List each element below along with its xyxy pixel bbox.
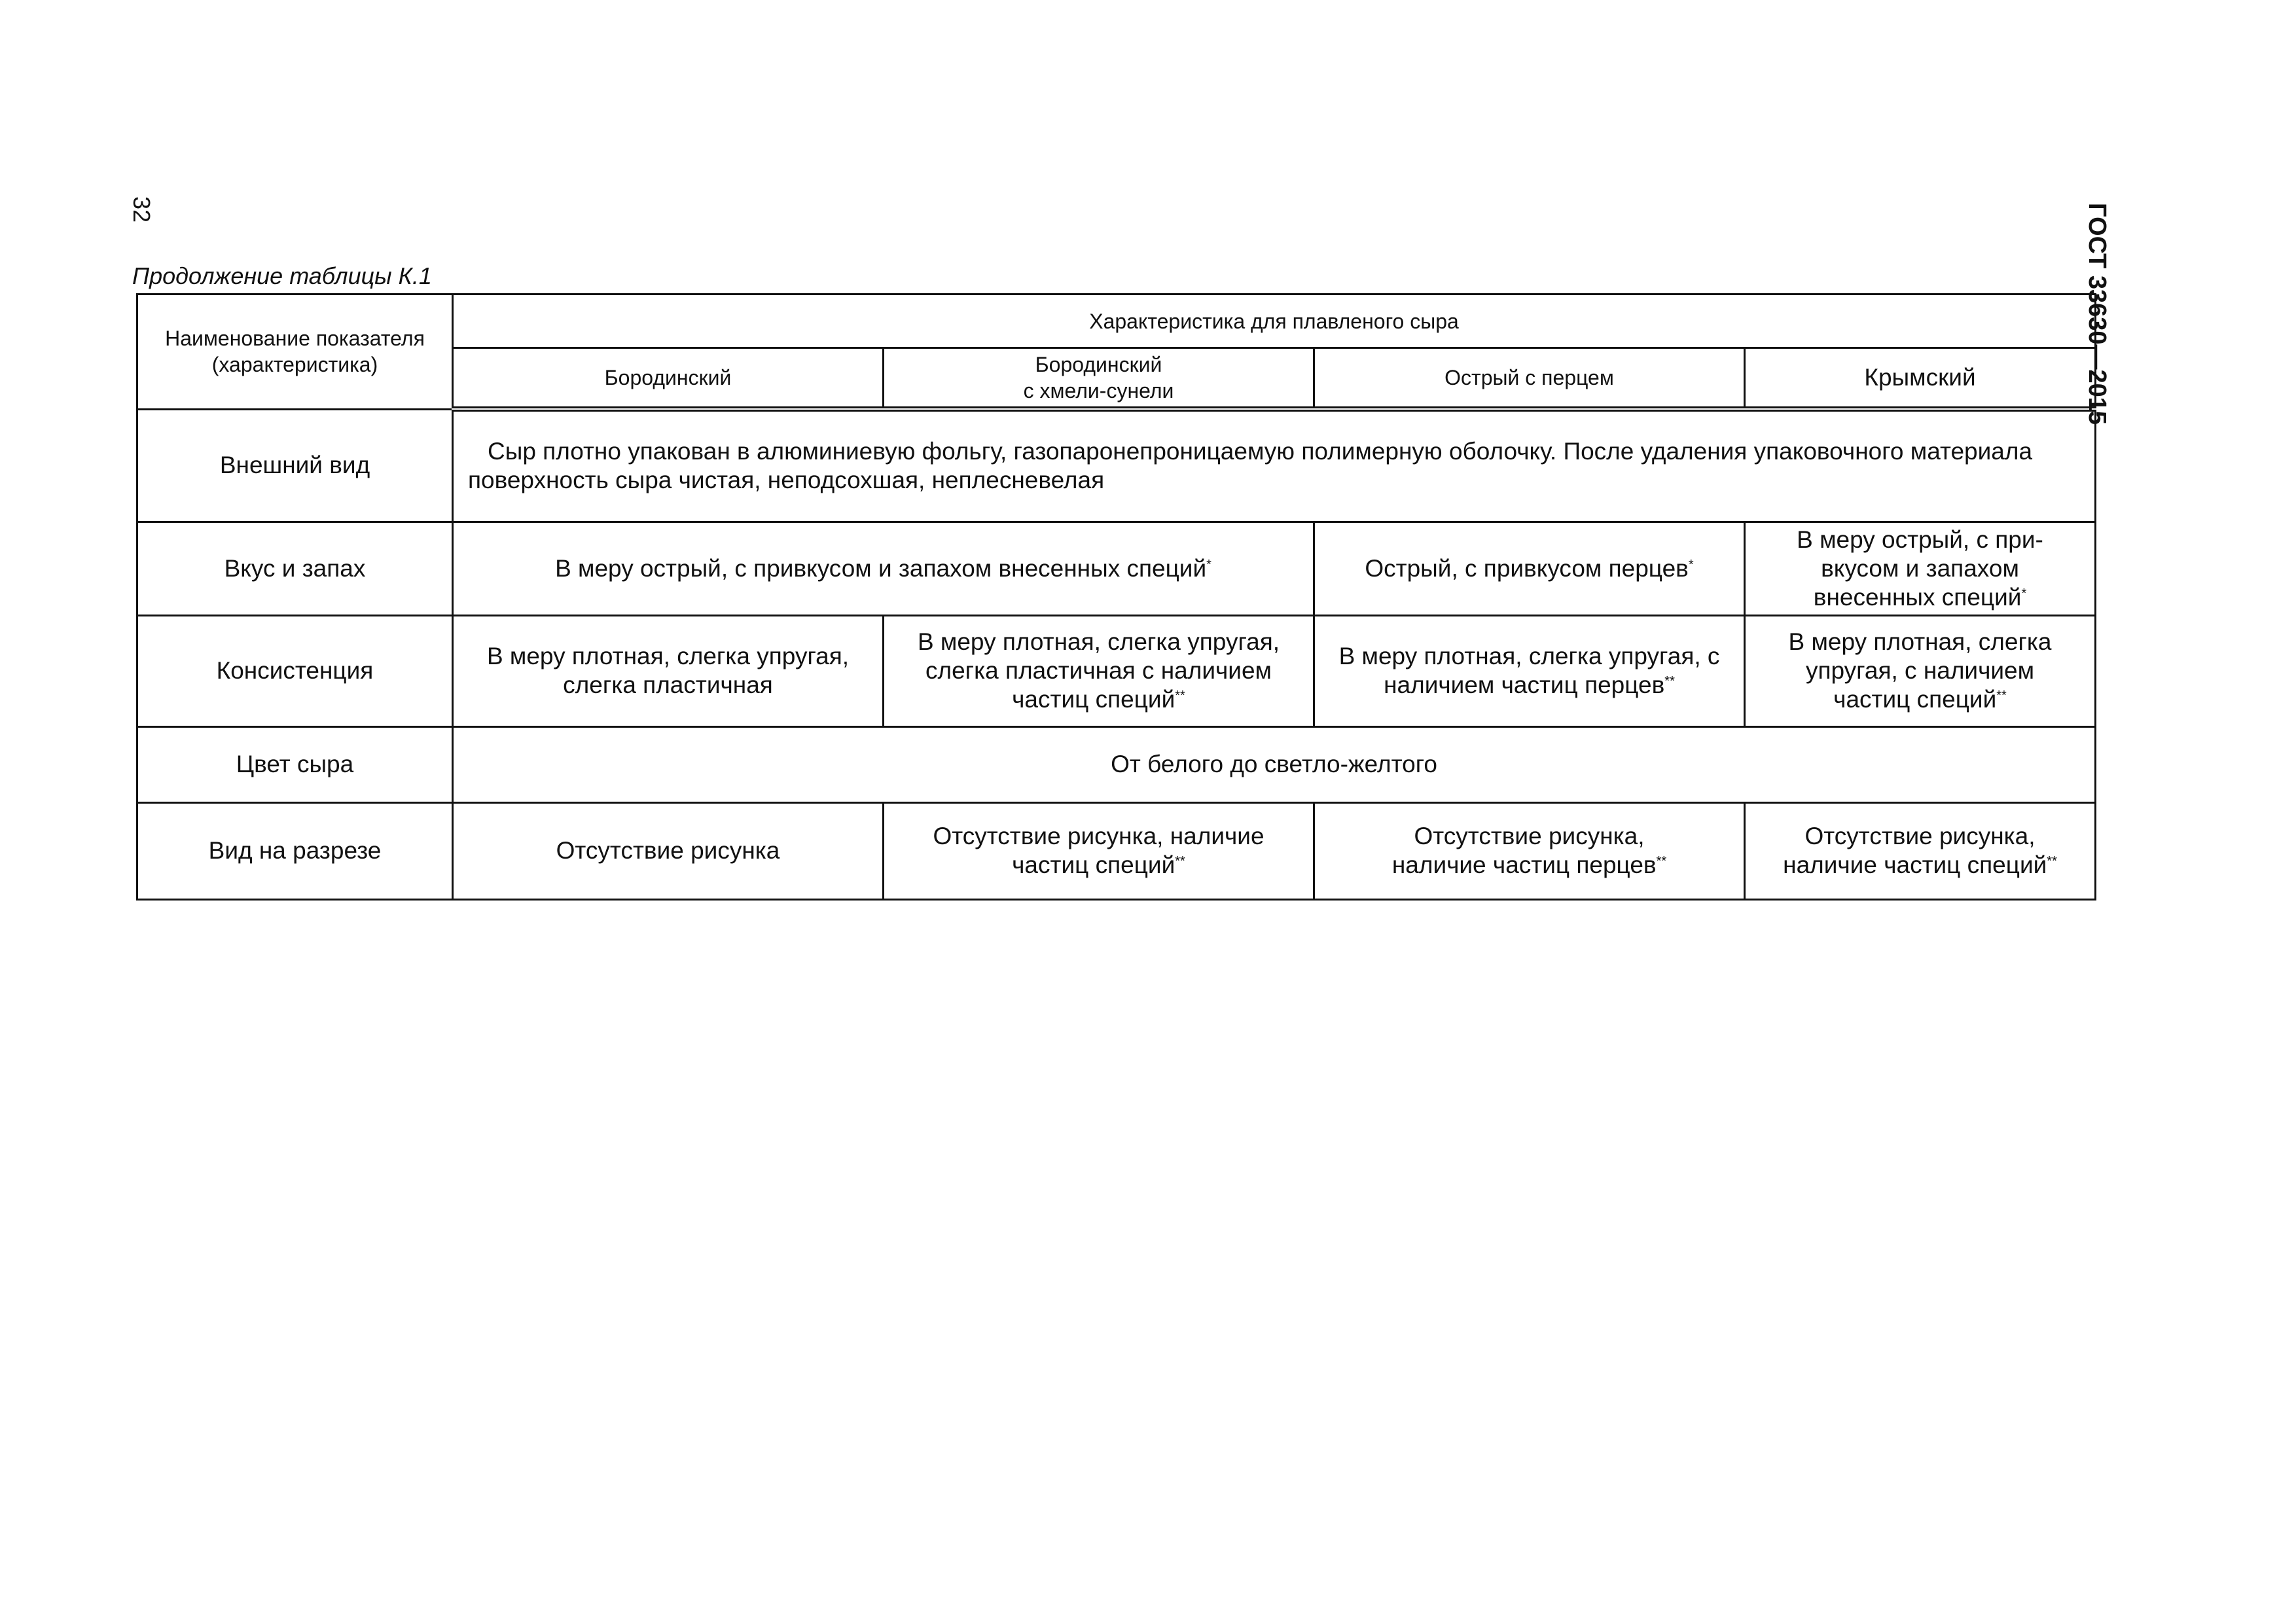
cell-text: В меру острый, с привкусом и запахом внесенных специй bbox=[555, 554, 1207, 582]
group-header: Характеристика для плавленого сыра bbox=[453, 294, 2096, 348]
consistency-ostry-value bbox=[1314, 615, 1745, 726]
taste-smell-borodinsky-value bbox=[453, 522, 1314, 615]
row-label-appearance: Внешний вид bbox=[137, 409, 453, 522]
appearance-text-line: поверхность сыра чистая, неподсохшая, неплесневелая bbox=[468, 467, 1105, 494]
consistency-krymsky-value bbox=[1745, 615, 2096, 726]
taste-smell-ostry-value bbox=[1314, 522, 1745, 615]
footnote-mark: ** bbox=[1656, 854, 1667, 868]
cell-text-line: В меру плотная, слегка упругая, с bbox=[1338, 643, 1720, 669]
row-label-taste-smell: Вкус и запах bbox=[137, 522, 453, 615]
footnote-mark: * bbox=[2021, 586, 2027, 601]
column-header-ostry-s-pertsem: Острый с перцем bbox=[1314, 348, 1745, 410]
footnote-mark: * bbox=[1206, 557, 1211, 572]
column-header-line: с хмели-сунели bbox=[1023, 379, 1174, 402]
cell-text-line: внесенных специй bbox=[1813, 583, 2022, 611]
cell-text-line: упругая, с наличием bbox=[1805, 657, 2035, 684]
column-header-borodinsky-khmeli-suneli bbox=[884, 348, 1314, 410]
taste-smell-krymsky-value bbox=[1745, 522, 2096, 615]
cross-section-borodinsky-value: Отсутствие рисунка bbox=[453, 802, 884, 899]
table-row bbox=[137, 726, 2096, 802]
indicator-column-header: Наименование показателя (характеристика) bbox=[137, 294, 453, 410]
cell-text-line: наличие частиц перцев bbox=[1391, 851, 1657, 878]
consistency-borodinsky-value bbox=[453, 615, 884, 726]
table-row bbox=[137, 802, 2096, 899]
footnote-mark: ** bbox=[1664, 674, 1675, 688]
footnote-mark: * bbox=[1688, 557, 1694, 572]
appearance-text-line: Сыр плотно упакован в алюминиевую фольгу, газопаронепроницаемую полимерную оболочку. После удаления упаковочного материала bbox=[488, 438, 2033, 465]
cross-section-borodinsky-khmeli-value bbox=[884, 802, 1314, 899]
cell-text-line: частиц специй bbox=[1833, 686, 1997, 713]
page-number: 32 bbox=[128, 196, 155, 223]
cell-text-line: Отсутствие рисунка, bbox=[1804, 823, 2036, 849]
cell-text-line: Отсутствие рисунка, bbox=[1414, 823, 1645, 849]
document-code: ГОСТ 33630—2015 bbox=[2083, 203, 2111, 425]
characteristics-table bbox=[136, 293, 2096, 901]
appearance-value bbox=[453, 409, 2096, 522]
cross-section-krymsky-value bbox=[1745, 802, 2096, 899]
column-header-krymsky: Крымский bbox=[1745, 348, 2096, 410]
table-row bbox=[137, 409, 2096, 522]
table-caption: Продолжение таблицы К.1 bbox=[132, 262, 432, 289]
cell-text-line: В меру плотная, слегка bbox=[1788, 628, 2052, 655]
cell-text-line: частиц специй bbox=[1012, 851, 1175, 878]
row-label-consistency: Консистенция bbox=[137, 615, 453, 726]
table-header-row bbox=[137, 294, 2096, 348]
column-header-borodinsky: Бородинский bbox=[453, 348, 884, 410]
cross-section-ostry-value bbox=[1314, 802, 1745, 899]
cell-text-line: Отсутствие рисунка, наличие bbox=[933, 823, 1265, 849]
cell-text-line: В меру плотная, слегка упругая, bbox=[917, 628, 1280, 655]
cell-text-line: В меру острый, с при- bbox=[1797, 526, 2043, 553]
cell-text: Острый, с привкусом перцев bbox=[1365, 554, 1689, 582]
table-row bbox=[137, 522, 2096, 615]
column-header-line: Бородинский bbox=[1035, 353, 1162, 376]
cell-text-line: слегка пластичная bbox=[563, 671, 773, 698]
cell-text-line: вкусом и запахом bbox=[1821, 554, 2019, 582]
cell-text-line: наличием частиц перцев bbox=[1384, 671, 1665, 698]
cell-text-line: слегка пластичная с наличием bbox=[925, 657, 1272, 684]
footnote-mark: ** bbox=[1996, 688, 2007, 703]
footnote-mark: ** bbox=[1175, 854, 1185, 868]
cell-text-line: В меру плотная, слегка упругая, bbox=[486, 643, 850, 669]
color-value: От белого до светло-желтого bbox=[453, 726, 2096, 802]
consistency-borodinsky-khmeli-value bbox=[884, 615, 1314, 726]
cell-text-line: частиц специй bbox=[1012, 686, 1175, 713]
row-label-color: Цвет сыра bbox=[137, 726, 453, 802]
row-label-cross-section: Вид на разрезе bbox=[137, 802, 453, 899]
cell-text-line: наличие частиц специй bbox=[1783, 851, 2047, 878]
table-row bbox=[137, 615, 2096, 726]
footnote-mark: ** bbox=[1175, 688, 1185, 703]
footnote-mark: ** bbox=[2047, 854, 2057, 868]
